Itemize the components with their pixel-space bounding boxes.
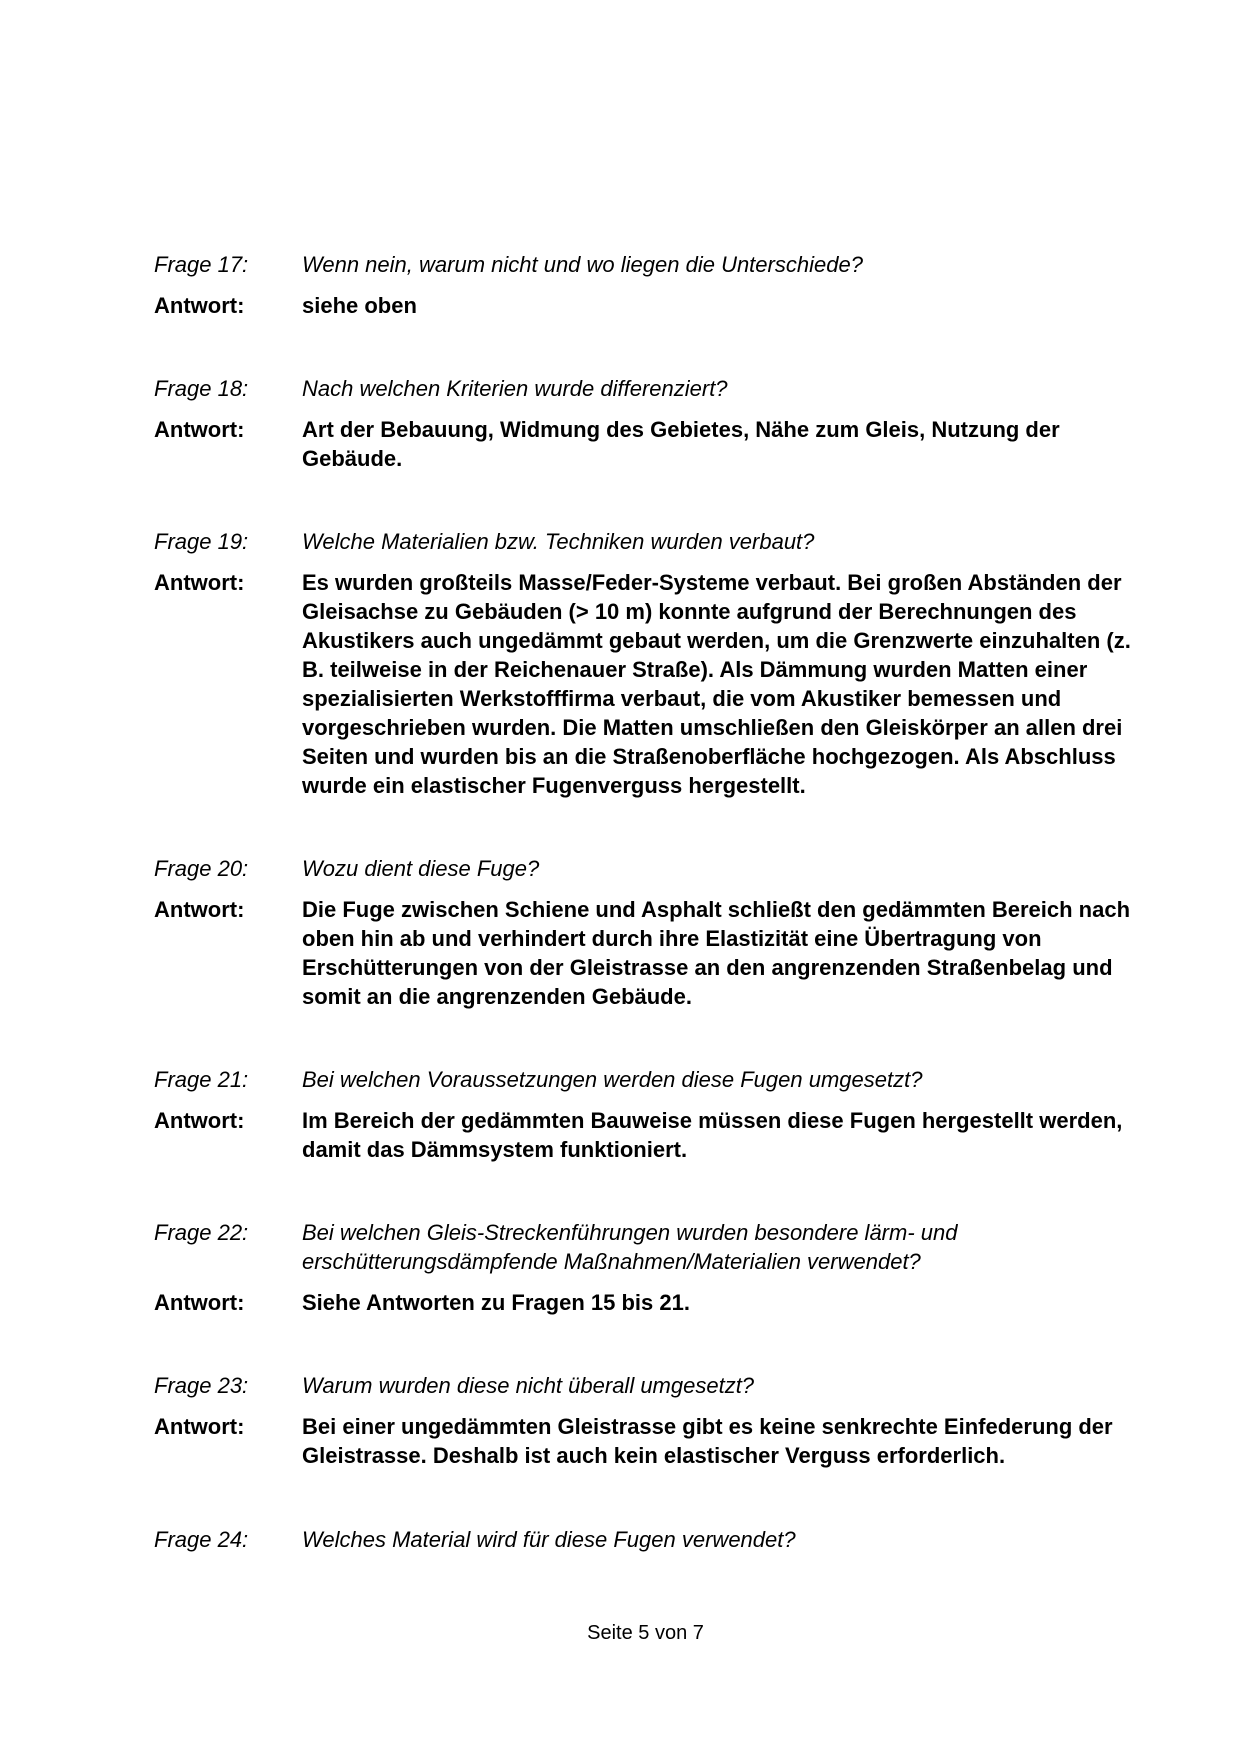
answer [0, 568, 1241, 800]
qa-entry-24 [0, 1525, 1241, 1554]
answer-label: Antwort: [154, 1414, 245, 1439]
question-label: Frage 23: [154, 1373, 249, 1398]
question [0, 527, 1241, 556]
question-label: Frage 17: [154, 252, 249, 277]
question-text: Bei welchen Gleis-Streckenführungen wurden besondere lärm- und erschütterungsdämpfende Maßnahmen/Materialien verwendet? [302, 1220, 958, 1274]
question [0, 1525, 1241, 1554]
answer-text: Die Fuge zwischen Schiene und Asphalt schließt den gedämmten Bereich nach oben hin ab und verhindert durch ihre Elastizität eine Übertragung von Erschütterungen von der Gleistrasse an den angrenzenden Straßenbelag und somit an die angrenzenden Gebäude. [302, 897, 1131, 1009]
qa-entry-19 [0, 527, 1241, 800]
question-label: Frage 19: [154, 529, 249, 554]
question [0, 1065, 1241, 1094]
question-label: Frage 24: [154, 1527, 249, 1552]
answer [0, 1106, 1241, 1164]
question-text: Wenn nein, warum nicht und wo liegen die Unterschiede? [302, 252, 863, 277]
answer-text: Es wurden großteils Masse/Feder-Systeme verbaut. Bei großen Abständen der Gleisachse zu Gebäuden (> 10 m) konnte aufgrund der Berechnungen des Akustikers auch ungedämmt gebaut werden, um die Grenzwerte einzuhalten (z. B. teilweise in der Reichenauer Straße). Als Dämmung wurden Matten einer spezialisierten Werkstofffirma verbaut, die vom Akustiker bemessen und vorgeschrieben wurden. Die Matten umschließen den Gleiskörper an allen drei Seiten und wurden bis an die Straßenoberfläche hochgezogen. Als Abschluss wurde ein elastischer Fugenverguss hergestellt. [302, 570, 1131, 798]
qa-entry-20 [0, 854, 1241, 1011]
answer-label: Antwort: [154, 897, 245, 922]
answer-text: Im Bereich der gedämmten Bauweise müssen diese Fugen hergestellt werden, damit das Dämmsystem funktioniert. [302, 1108, 1123, 1162]
question-label: Frage 18: [154, 376, 249, 401]
question-text: Wozu dient diese Fuge? [302, 856, 540, 881]
answer-text: Siehe Antworten zu Fragen 15 bis 21. [302, 1290, 690, 1315]
question [0, 1218, 1241, 1276]
answer [0, 415, 1241, 473]
answer [0, 1288, 1241, 1317]
question [0, 854, 1241, 883]
answer [0, 1412, 1241, 1470]
answer-text: siehe oben [302, 293, 417, 318]
answer-label: Antwort: [154, 570, 245, 595]
answer-label: Antwort: [154, 1108, 245, 1133]
answer-label: Antwort: [154, 417, 245, 442]
answer-label: Antwort: [154, 1290, 245, 1315]
question-text: Welche Materialien bzw. Techniken wurden verbaut? [302, 529, 815, 554]
question-label: Frage 20: [154, 856, 249, 881]
question-label: Frage 22: [154, 1220, 249, 1245]
page-number: Seite 5 von 7 [587, 1622, 704, 1644]
question [0, 250, 1241, 279]
question-text: Warum wurden diese nicht überall umgesetzt? [302, 1373, 755, 1398]
qa-entry-22 [0, 1218, 1241, 1317]
question [0, 374, 1241, 403]
question-text: Nach welchen Kriterien wurde differenziert? [302, 376, 728, 401]
answer-text: Bei einer ungedämmten Gleistrasse gibt es keine senkrechte Einfederung der Gleistrasse. Deshalb ist auch kein elastischer Verguss erforderlich. [302, 1414, 1113, 1468]
qa-entry-17 [0, 250, 1241, 320]
answer [0, 291, 1241, 320]
answer [0, 895, 1241, 1011]
question-text: Welches Material wird für diese Fugen verwendet? [302, 1527, 796, 1552]
question-label: Frage 21: [154, 1067, 249, 1092]
qa-entry-23 [0, 1371, 1241, 1470]
answer-label: Antwort: [154, 293, 245, 318]
answer-text: Art der Bebauung, Widmung des Gebietes, Nähe zum Gleis, Nutzung der Gebäude. [302, 417, 1060, 471]
question-text: Bei welchen Voraussetzungen werden diese Fugen umgesetzt? [302, 1067, 923, 1092]
question [0, 1371, 1241, 1400]
qa-entry-18 [0, 374, 1241, 473]
qa-entry-21 [0, 1065, 1241, 1164]
